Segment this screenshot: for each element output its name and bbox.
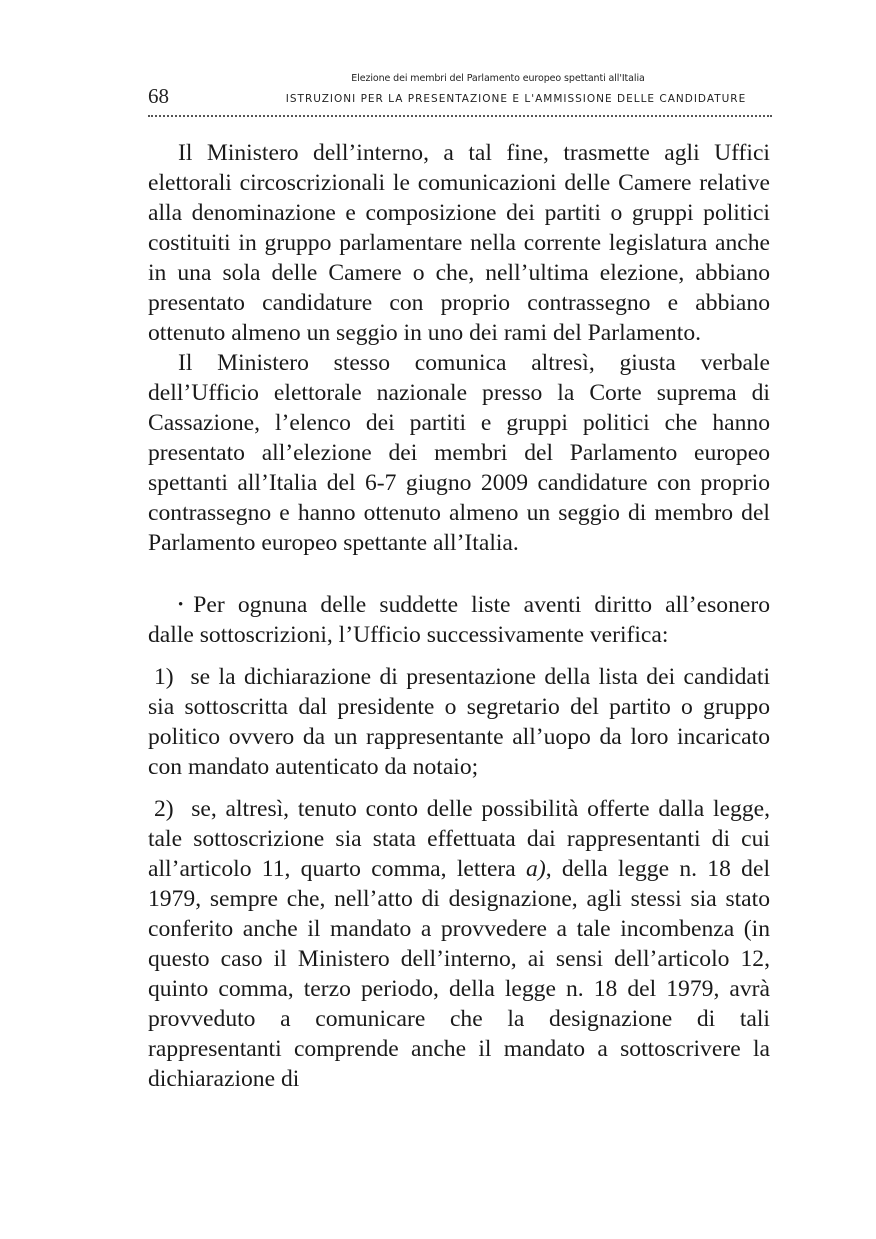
running-title: Elezione dei membri del Parlamento europeo spettanti all'Italia [351, 73, 645, 84]
list-item-text-continued: , della legge n. 18 del 1979, sempre che, nell’atto di designazione, agli stessi sia stato conferito anche il mandato a provvedere a tale incombenza (in questo caso il Ministero dell’interno, ai sensi dell’articolo 12, quinto comma, terzo periodo, della legge n. 18 del 1979, avrà provveduto a comunicare che la designazione di tali rappresentanti comprende anche il mandato a sottoscrivere la dichiarazione di [148, 856, 770, 1092]
header-divider [148, 115, 772, 117]
list-item-italic: a) [526, 856, 546, 882]
paragraph: Il Ministero dell’interno, a tal fine, trasmette agli Uffici elettorali circoscrizionali le comunicazioni delle Camere relative alla denominazione e composizione dei partiti o gruppi politici costituiti in gruppo parlamentare nella corrente legislatura anche in una sola delle Camere o che, nell’ultima elezione, abbiano presentato candidature con proprio contrassegno e abbiano ottenuto almeno un seggio in uno dei rami del Parlamento. [148, 140, 770, 346]
list-item [148, 662, 770, 782]
body-text [148, 138, 770, 1094]
bullet-icon: • [178, 597, 184, 613]
list-marker: 2) [154, 796, 174, 822]
list-item-text: se la dichiarazione di presentazione della lista dei candidati sia sottoscritta dal presidente o segretario del partito o gruppo politico ovvero da un rappresentante all’uopo da loro incaricato con mandato autenticato da notaio; [148, 664, 771, 780]
section-title: ISTRUZIONI PER LA PRESENTAZIONE E L'AMMISSIONE DELLE CANDIDATURE [285, 93, 747, 105]
list-item-text: se, altresì, tenuto conto delle possibilità offerte dalla legge, tale sottoscrizione sia stata effettuata dai rappresentanti di cui all’articolo 11, quarto comma, lettera [148, 796, 771, 882]
page-number: 68 [148, 84, 169, 108]
list-item [148, 794, 770, 1094]
bullet-text: Per ognuna delle suddette liste aventi diritto all’esonero dalle sottoscrizioni, l’Ufficio successivamente verifica: [148, 592, 770, 648]
paragraph: Il Ministero stesso comunica altresì, giusta verbale dell’Ufficio elettorale nazionale presso la Corte suprema di Cassazione, l’elenco dei partiti e gruppi politici che hanno presentato all’elezione dei membri del Parlamento europeo spettanti all’Italia del 6-7 giugno 2009 candidature con proprio contrassegno e hanno ottenuto almeno un seggio di membro del Parlamento europeo spettante all’Italia. [148, 350, 770, 556]
bullet-paragraph [148, 590, 770, 650]
page-header [148, 73, 770, 113]
list-marker: 1) [154, 664, 174, 690]
